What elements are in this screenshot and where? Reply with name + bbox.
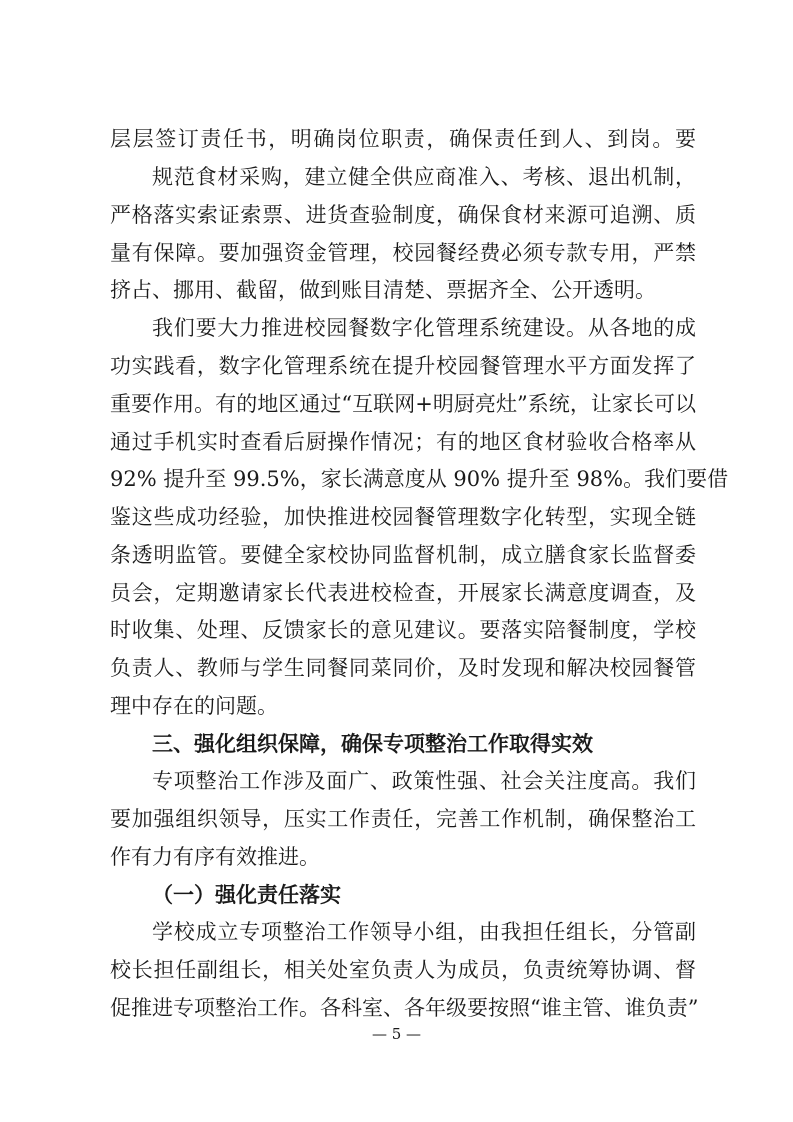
text-line: 促推进专项整治工作。各科室、各年级要按照“谁主管、谁负责” [110,996,699,1020]
text-line: 学校成立专项整治工作领导小组，由我担任组长，分管副 [152,920,696,944]
text-line: 负责人、教师与学生同餐同菜同价，及时发现和解决校园餐管 [110,656,696,680]
text-line: 理中存在的问题。 [110,694,278,718]
text-line: 作有力有序有效推进。 [110,845,320,869]
text-line: 校长担任副组长，相关处室负责人为成员，负责统筹协调、督 [110,958,696,982]
text-line: 层层签订责任书，明确岗位职责，确保责任到人、到岗。要 [110,127,696,151]
page-number: — 5 — [371,1025,422,1043]
text-line: 要加强组织领导，压实工作责任，完善工作机制，确保整治工 [110,807,696,831]
text-line: 专项整治工作涉及面广、政策性强、社会关注度高。我们 [152,769,696,793]
text-line: 量有保障。要加强资金管理，校园餐经费必须专款专用，严禁 [110,241,696,265]
text-line: 严格落实索证索票、进货查验制度，确保食材来源可追溯、质 [110,203,696,227]
text-line: 规范食材采购，建立健全供应商准入、考核、退出机制， [152,165,696,189]
subsection-heading: （一）强化责任落实 [152,883,341,907]
section-heading: 三、强化组织保障，确保专项整治工作取得实效 [152,732,593,756]
text-line: 鉴这些成功经验，加快推进校园餐管理数字化转型，实现全链 [110,505,696,529]
text-line: 我们要大力推进校园餐数字化管理系统建设。从各地的成 [152,316,696,340]
text-line: 92% 提升至 99.5%，家长满意度从 90% 提升至 98%。我们要借 [110,467,729,491]
text-line: 员会，定期邀请家长代表进校检查，开展家长满意度调查，及 [110,581,696,605]
text-line: 条透明监管。要健全家校协同监督机制，成立膳食家长监督委 [110,543,696,567]
text-line: 功实践看，数字化管理系统在提升校园餐管理水平方面发挥了 [110,354,696,378]
text-line: 时收集、处理、反馈家长的意见建议。要落实陪餐制度，学校 [110,618,696,642]
text-line: 挤占、挪用、截留，做到账目清楚、票据齐全、公开透明。 [110,278,656,302]
text-line: 通过手机实时查看后厨操作情况；有的地区食材验收合格率从 [110,430,696,454]
text-line: 重要作用。有的地区通过“互联网+明厨亮灶”系统，让家长可以 [110,392,696,416]
